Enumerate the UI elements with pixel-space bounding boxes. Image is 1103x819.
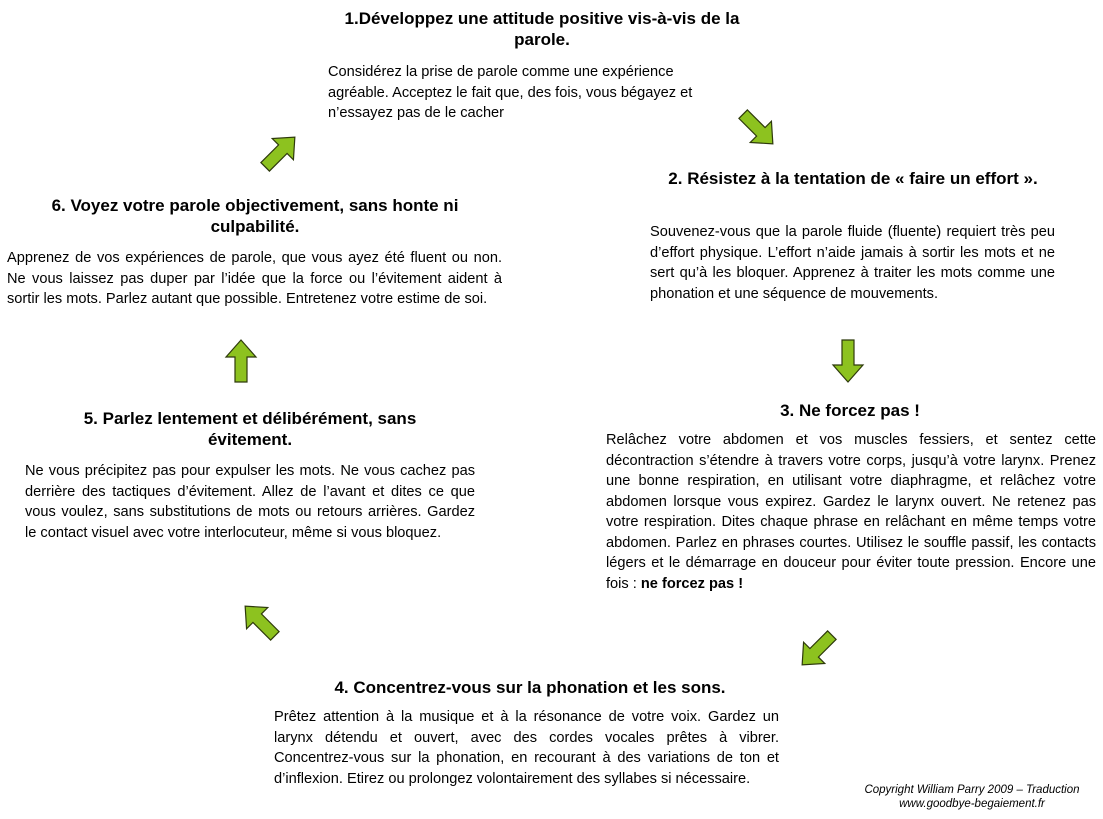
step-2 — [668, 168, 1038, 189]
step-1 — [318, 8, 766, 50]
step-6 — [15, 195, 495, 237]
copyright-line-2: www.goodbye-begaiement.fr — [899, 798, 1045, 810]
step-5 — [45, 408, 455, 450]
step-2-body: Souvenez-vous que la parole fluide (fluente) requiert très peu d’effort physique. L’effort n’aide jamais à sortir les mots et ne sert qu’à les bloquer. Apprenez à traiter les mots comme une phonation et une séquence de mouvements. — [650, 224, 1055, 302]
arrow-step2-to-step3-icon — [818, 331, 878, 391]
step-5-body: Ne vous précipitez pas pour expulser les mots. Ne vous cachez pas derrière des tactiques d’évitement. Allez de l’avant et dites ce que vous voulez, sans substitutions de mots ou retours arrières. Gardez le contact visuel avec votre interlocuteur, même si vous bloquez. — [25, 463, 475, 541]
copyright — [838, 783, 1103, 811]
arrow-step5-to-step6-icon — [211, 331, 271, 391]
step-3-body-text: Relâchez votre abdomen et vos muscles fessiers, et sentez cette décontraction s’étendre à travers votre corps, jusqu’à votre larynx. Prenez une bonne respiration, en utilisant votre diaphragme, et relâchez votre abdomen lorsque vous expirez. Gardez le larynx ouvert. Ne retenez pas votre respiration. Dites chaque phrase en relâchant en même temps votre abdomen. Parlez en phrases courtes. Utilisez le souffle passif, les contacts légers et le démarrage en douceur pour éviter toute pression. Encore une fois : — [606, 432, 1096, 592]
copyright-line-1: Copyright William Parry 2009 – Traduction — [864, 784, 1080, 796]
step-1-title: 1.Développez une attitude positive vis-à-vis de la parole. — [344, 9, 740, 49]
step-1-body: Considérez la prise de parole comme une expérience agréable. Acceptez le fait que, des fois, vous bégayez et n’essayez pas de le cacher — [328, 64, 693, 121]
arrow-step4-to-step5-icon — [230, 591, 290, 651]
step-3 — [700, 400, 1000, 421]
step-4-body: Prêtez attention à la musique et à la résonance de votre voix. Gardez un larynx détendu et ouvert, avec des cordes vocales prêtes à vibrer. Concentrez-vous sur la phonation, en recourant à des variations de ton et d’inflexion. Etirez ou prolongez volontairement des syllabes si nécessaire. — [274, 709, 779, 787]
step-6-title: 6. Voyez votre parole objectivement, sans honte ni culpabilité. — [51, 196, 459, 236]
step-3-body — [606, 430, 1096, 594]
step-4-title: 4. Concentrez-vous sur la phonation et les sons. — [334, 678, 726, 697]
step-6-body: Apprenez de vos expériences de parole, que vous ayez été fluent ou non. Ne vous laissez pas duper par l’idée que la force ou l’évitement aident à sortir les mots. Parlez autant que possible. Entretenez votre estime de soi. — [7, 250, 502, 307]
step-2-title: 2. Résistez à la tentation de « faire un effort ». — [668, 169, 1038, 188]
step-3-title: 3. Ne forcez pas ! — [780, 401, 920, 420]
step-3-emphasis: ne forcez pas ! — [640, 575, 744, 592]
arrow-step1-to-step2-icon — [728, 99, 788, 159]
step-5-title: 5. Parlez lentement et délibérément, sans évitement. — [83, 409, 417, 449]
arrow-step6-to-step1-icon — [250, 122, 310, 182]
arrow-step3-to-step4-icon — [787, 620, 847, 680]
step-4 — [280, 677, 780, 698]
